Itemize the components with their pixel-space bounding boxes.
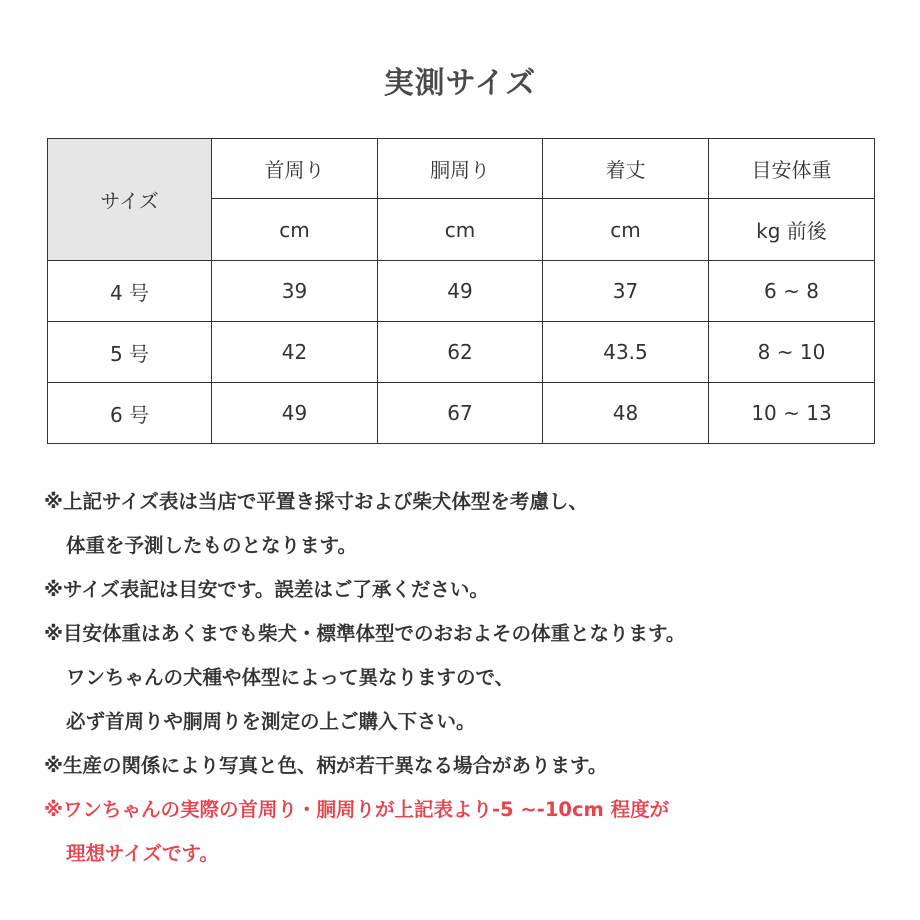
column-header-body: 胴周り	[378, 139, 543, 199]
size-table	[47, 138, 875, 444]
value-cell: 67	[378, 383, 543, 444]
table-row	[48, 261, 875, 322]
table-row	[48, 383, 875, 444]
value-cell: 43.5	[543, 322, 709, 383]
value-cell: 49	[212, 383, 378, 444]
note-line: ※上記サイズ表は当店で平置き採寸および柴犬体型を考慮し、	[44, 490, 588, 513]
table-header-row	[48, 139, 875, 199]
value-cell: 62	[378, 322, 543, 383]
value-cell: 39	[212, 261, 378, 322]
value-cell: 42	[212, 322, 378, 383]
value-cell: 10 ~ 13	[709, 383, 875, 444]
unit-cell: cm	[378, 199, 543, 261]
unit-cell: kg 前後	[709, 199, 875, 261]
note-line: ※サイズ表記は目安です。誤差はご了承ください。	[44, 578, 489, 601]
value-cell: 48	[543, 383, 709, 444]
unit-cell: cm	[543, 199, 709, 261]
column-header-neck: 首周り	[212, 139, 378, 199]
note-line-highlight: 理想サイズです。	[66, 842, 219, 865]
note-line: 体重を予測したものとなります。	[66, 534, 357, 557]
page-title: 実測サイズ	[383, 66, 537, 101]
value-cell: 37	[543, 261, 709, 322]
column-header-weight: 目安体重	[709, 139, 875, 199]
note-line-highlight: ※ワンちゃんの実際の首周り・胴周りが上記表より-5 ~-10cm 程度が	[44, 798, 670, 821]
size-column-header: サイズ	[48, 139, 212, 261]
table-row	[48, 322, 875, 383]
value-cell: 49	[378, 261, 543, 322]
value-cell: 6 ~ 8	[709, 261, 875, 322]
note-line: ワンちゃんの犬種や体型によって異なりますので、	[66, 666, 515, 689]
note-line: 必ず首周りや胴周りを測定の上ご購入下さい。	[66, 710, 476, 733]
unit-cell: cm	[212, 199, 378, 261]
size-cell: 5 号	[48, 322, 212, 383]
note-line: ※生産の関係により写真と色、柄が若干異なる場合があります。	[44, 754, 608, 777]
notes-section	[44, 480, 884, 876]
column-header-length: 着丈	[543, 139, 709, 199]
size-cell: 4 号	[48, 261, 212, 322]
note-line: ※目安体重はあくまでも柴犬・標準体型でのおおよその体重となります。	[44, 622, 686, 645]
size-cell: 6 号	[48, 383, 212, 444]
value-cell: 8 ~ 10	[709, 322, 875, 383]
